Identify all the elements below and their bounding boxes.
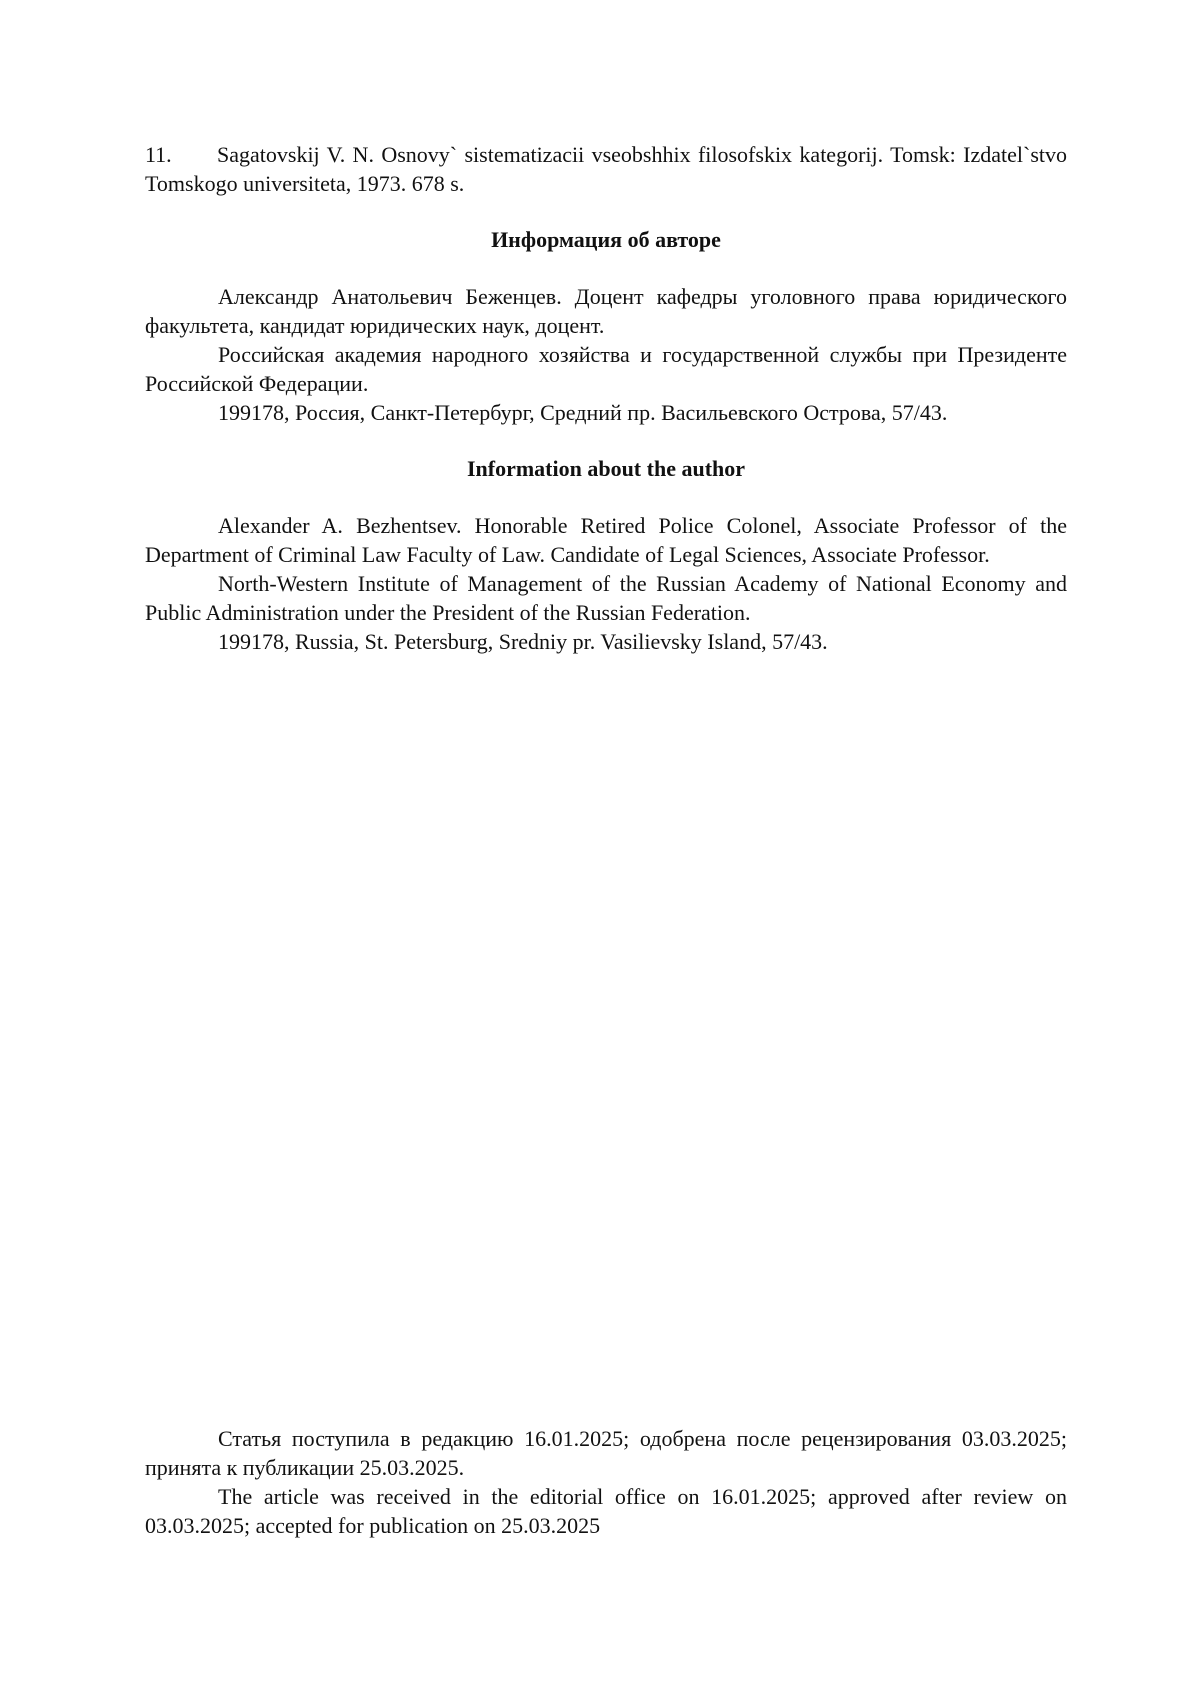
article-dates	[145, 1424, 1067, 1540]
author-name-position-en: Alexander A. Bezhentsev. Honorable Retired Police Colonel, Associate Professor of the Department of Criminal Law Faculty of Law. Candidate of Legal Sciences, Associate Professor.	[145, 513, 1067, 567]
article-dates-ru: Статья поступила в редакцию 16.01.2025; одобрена после рецензирования 03.03.2025; принята к публикации 25.03.2025.	[145, 1426, 1067, 1480]
reference-text: Sagatovskij V. N. Osnovy` sistematizacii vseobshhix filosofskix kategorij. Tomsk: Izdatel`stvo Tomskogo universiteta, 1973. 678 s.	[145, 142, 1067, 196]
author-info-heading-en: Information about the author	[466, 456, 746, 481]
author-organization-en: North-Western Institute of Management of the Russian Academy of National Economy and Public Administration under the President of the Russian Federation.	[145, 571, 1067, 625]
author-address-en: 199178, Russia, St. Petersburg, Sredniy pr. Vasilievsky Island, 57/43.	[218, 629, 828, 654]
article-dates-en: The article was received in the editorial office on 16.01.2025; approved after review on 03.03.2025; accepted for publication on 25.03.2025	[145, 1484, 1067, 1538]
reference-number: 11.	[145, 142, 172, 167]
author-organization-ru: Российская академия народного хозяйства и государственной службы при Президенте Российской Федерации.	[145, 342, 1067, 396]
document-body	[145, 140, 1067, 656]
reference-entry	[145, 140, 1067, 198]
author-address-ru: 199178, Россия, Санкт-Петербург, Средний пр. Васильевского Острова, 57/43.	[218, 400, 948, 425]
author-name-position-ru: Александр Анатольевич Беженцев. Доцент кафедры уголовного права юридического факультета, кандидат юридических наук, доцент.	[145, 284, 1067, 338]
author-info-heading-ru: Информация об авторе	[491, 227, 721, 252]
